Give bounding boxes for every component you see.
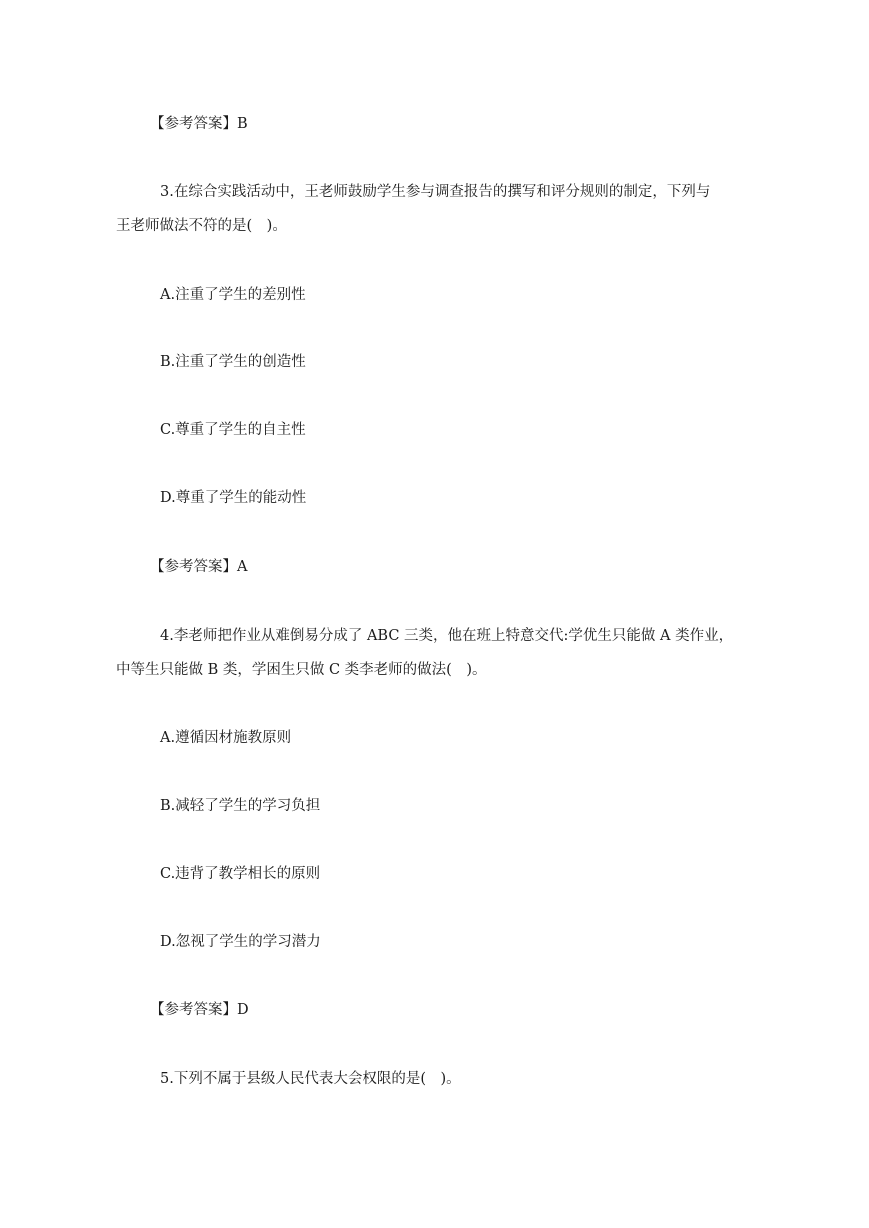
question-3-option-a: A.注重了学生的差别性 (160, 287, 306, 303)
answer-q2: 【参考答案】B (150, 116, 248, 132)
question-4-stem-line2: 中等生只能做 B 类，学困生只做 C 类李老师的做法( )。 (116, 662, 487, 678)
question-3-stem-line2: 王老师做法不符的是( )。 (116, 218, 287, 234)
question-3-stem-line1: 3.在综合实践活动中，王老师鼓励学生参与调查报告的撰写和评分规则的制定，下列与 (160, 184, 711, 200)
question-4-option-b: B.减轻了学生的学习负担 (160, 798, 321, 814)
answer-q4: 【参考答案】D (150, 1002, 249, 1018)
question-5-stem-line1: 5.下列不属于县级人民代表大会权限的是( )。 (160, 1071, 461, 1087)
question-3-option-d: D.尊重了学生的能动性 (160, 490, 307, 506)
question-3-option-b: B.注重了学生的创造性 (160, 354, 306, 370)
question-4-option-c: C.违背了教学相长的原则 (160, 866, 321, 882)
question-4-option-d: D.忽视了学生的学习潜力 (160, 934, 321, 950)
question-4-stem-line1: 4.李老师把作业从难倒易分成了 ABC 三类，他在班上特意交代:学优生只能做 A 类作业， (160, 628, 734, 644)
question-3-option-c: C.尊重了学生的自主性 (160, 422, 306, 438)
answer-q3: 【参考答案】A (150, 559, 248, 575)
question-4-option-a: A.遵循因材施教原则 (160, 730, 292, 746)
